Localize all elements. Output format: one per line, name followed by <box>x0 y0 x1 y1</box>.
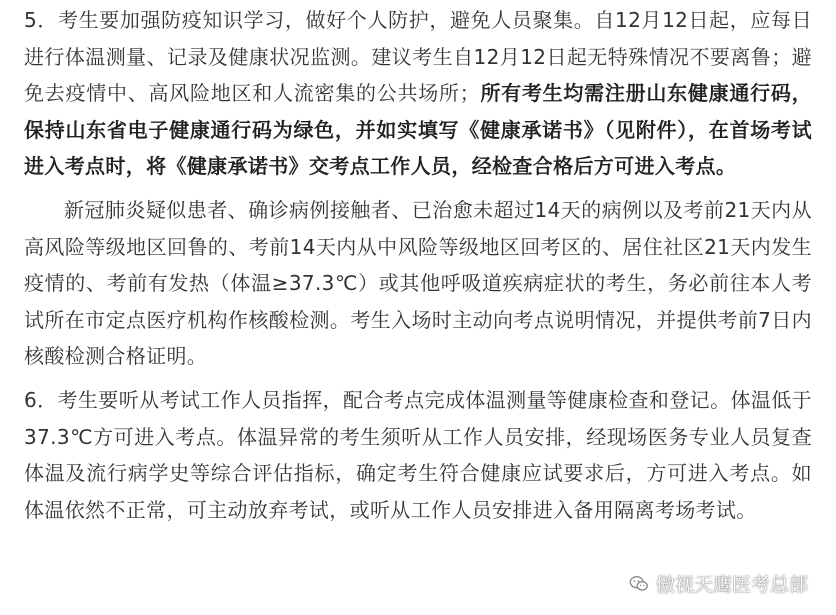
paragraph-testing-requirements <box>24 190 812 375</box>
watermark-text: 傲视天鹰医考总部 <box>655 574 808 596</box>
paragraph-text: 6．考生要听从考试工作人员指挥，配合考点完成体温测量等健康检查和登记。体温低于37.3℃方可进入考点。体温异常的考生须听从工作人员安排，经现场医务专业人员复查体温及流行病学史等综合评估指标，确定考生符合健康应试要求后，方可进入考点。如体温依然不正常，可主动放弃考试，或听从工作人员安排进入备用隔离考场考试。 <box>24 387 812 522</box>
paragraph-item-5 <box>24 0 812 185</box>
watermark <box>626 570 810 597</box>
document-body <box>24 0 812 528</box>
paragraph-text: 5．考生要加强防疫知识学习，做好个人防护，避免人员聚集。自12月12日起，应每日进行体温测量、记录及健康状况监测。建议考生自12月12日起无特殊情况不要离鲁；避免去疫情中、高风险地区和人流密集的公共场所； <box>24 8 812 106</box>
bold-paragraph-text: 所有考生均需注册山东健康通行码，保持山东省电子健康通行码为绿色，并如实填写《健康承诺书》（见附件），在首场考试进入考点时，将《健康承诺书》交考点工作人员，经检查合格后方可进入考点。 <box>24 81 812 179</box>
paragraph-text: 新冠肺炎疑似患者、确诊病例接触者、已治愈未超过14天的病例以及考前21天内从高风险等级地区回鲁的、考前14天内从中风险等级地区回考区的、居住社区21天内发生疫情的、考前有发热（体温≥37.3℃）或其他呼吸道疾病症状的考生，务必前往本人考试所在市定点医疗机构作核酸检测。考生入场时主动向考点说明情况，并提供考前7日内核酸检测合格证明。 <box>24 197 812 369</box>
paragraph-item-6 <box>24 380 812 528</box>
wechat-icon <box>628 573 650 595</box>
